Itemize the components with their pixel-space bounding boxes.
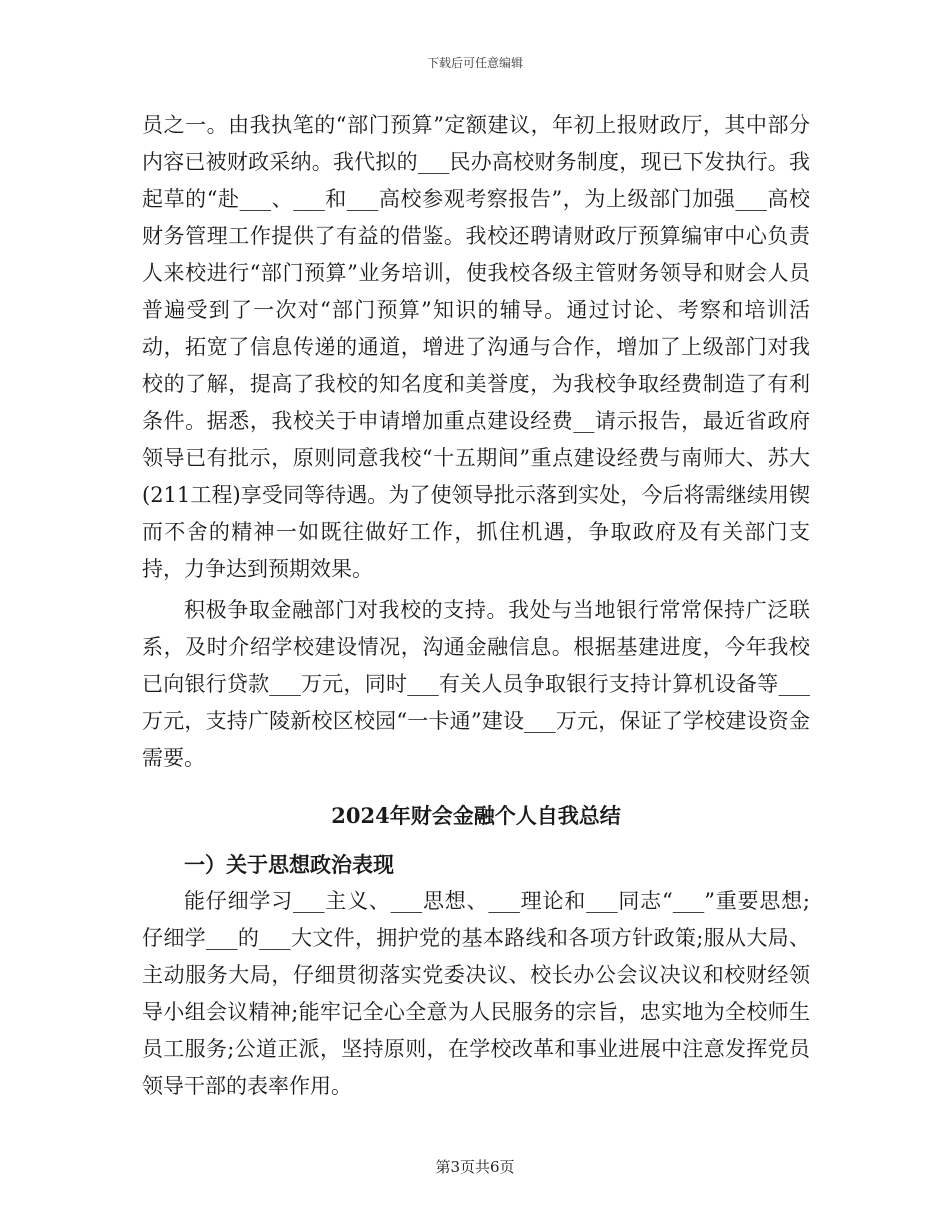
- page-number: 第3页共6页: [435, 1158, 515, 1176]
- section-heading: 一）关于思想政治表现: [184, 852, 394, 877]
- document-body: [142, 107, 810, 1105]
- paragraph-finance-support: 积极争取金融部门对我校的支持。我处与当地银行常常保持广泛联系，及时介绍学校建设情况，沟通金融信息。根据基建进度，今年我校已向银行贷款___万元，同时___有关人员争取银行支持计算机设备等___万元，支持广陵新校区校园“一卡通”建设___万元，保证了学校建设资金需要。: [142, 598, 810, 770]
- paragraph-political-performance: 能仔细学习___主义、___思想、___理论和___同志“___”重要思想;仔细学___的___大文件，拥护党的基本路线和各项方针政策;服从大局、主动服务大局，仔细贯彻落实党委决议、校长办公会议决议和校财经领导小组会议精神;能牢记全心全意为人民服务的宗旨，忠实地为全校师生员工服务;公道正派，坚持原则，在学校改革和事业进展中注意发挥党员领导干部的表率作用。: [142, 889, 810, 1098]
- paragraph-continuation: 员之一。由我执笔的“部门预算”定额建议，年初上报财政厅，其中部分内容已被财政采纳。我代拟的___民办高校财务制度，现已下发执行。我起草的“赴___、___和___高校参观考察报告”，为上级部门加强___高校财务管理工作提供了有益的借鉴。我校还聘请财政厅预算编审中心负责人来校进行“部门预算”业务培训，使我校各级主管财务领导和财会人员普遍受到了一次对“部门预算”知识的辅导。通过讨论、考察和培训活动，拓宽了信息传递的通道，增进了沟通与合作，增加了上级部门对我校的了解，提高了我校的知名度和美誉度，为我校争取经费制造了有利条件。据悉，我校关于申请增加重点建设经费__请示报告，最近省政府领导已有批示，原则同意我校“十五期间”重点建设经费与南师大、苏大(211工程)享受同等待遇。为了使领导批示落到实处，今后将需继续用锲而不舍的精神一如既往做好工作，抓住机遇，争取政府及有关部门支持，力争达到预期效果。: [142, 113, 810, 581]
- document-title: 2024年财会金融个人自我总结: [331, 803, 621, 828]
- header-note: 下载后可任意编辑: [426, 56, 523, 70]
